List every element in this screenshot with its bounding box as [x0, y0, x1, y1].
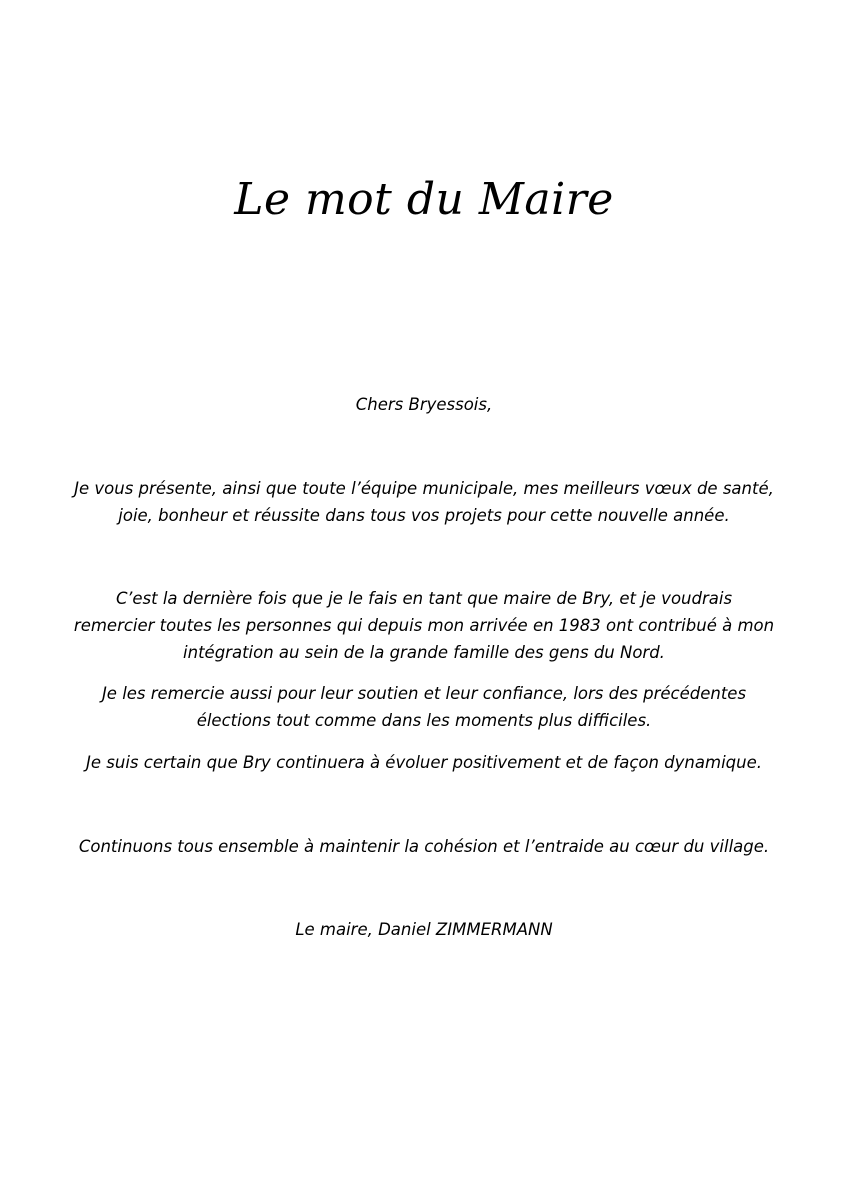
paragraph-3-line-1: Je les remercie aussi pour leur soutien et leur confiance, lors des précédentes: [101, 684, 747, 703]
paragraph-5: Continuons tous ensemble à maintenir la cohésion et l’entraide au cœur du village.: [78, 837, 770, 856]
paragraph-3-line-2: élections tout comme dans les moments plus difficiles.: [196, 711, 652, 730]
signature: Le maire, Daniel ZIMMERMANN: [295, 920, 553, 939]
paragraph-1-line-1: Je vous présente, ainsi que toute l’équipe municipale, mes meilleurs vœux de santé,: [74, 479, 774, 498]
page-title: Le mot du Maire: [234, 174, 614, 225]
paragraph-2-line-3: intégration au sein de la grande famille des gens du Nord.: [183, 643, 665, 662]
paragraph-4: Je suis certain que Bry continuera à évoluer positivement et de façon dynamique.: [86, 753, 762, 772]
paragraph-2-line-1: C’est la dernière fois que je le fais en tant que maire de Bry, et je voudrais: [115, 589, 733, 608]
paragraph-1-line-2: joie, bonheur et réussite dans tous vos projets pour cette nouvelle année.: [118, 506, 730, 525]
paragraph-2-line-2: remercier toutes les personnes qui depuis mon arrivée en 1983 ont contribué à mon: [73, 616, 775, 635]
greeting: Chers Bryessois,: [355, 395, 493, 414]
